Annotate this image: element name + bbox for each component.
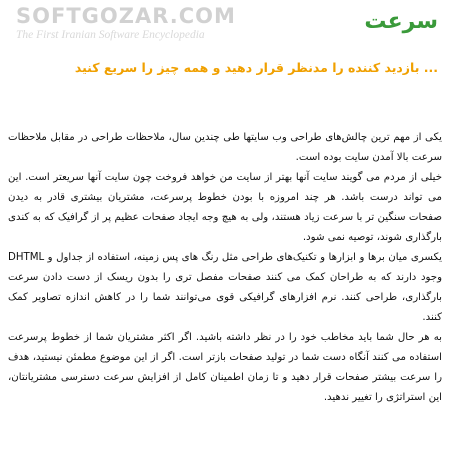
watermark-logo: SOFTGOZAR.COM <box>16 4 236 28</box>
paragraph-4: به هر حال شما باید مخاطب خود را در نظر داشته باشید. اگر اکثر مشتریان شما از خطوط پرسرعت استفاده می کنند آنگاه دست شما در تولید صفحات بازتر است. اگر از این موضوع مطمئن نیستید، هدف را سرعت بیشتر صفحات قرار دهید و تا زمان اطمینان کامل از افزایش سرعت دسترسی مشتریانتان، این استراتژی را تغییر ندهید. <box>8 332 442 403</box>
watermark-tagline: The First Iranian Software Encyclopedia <box>16 29 205 41</box>
page-subtitle: ... بازدید کننده را مدنظر قرار دهید و همه چیز را سریع کنید <box>74 60 438 75</box>
softgozar-watermark <box>16 4 246 48</box>
paragraph-1: یکی از مهم ترین چالش‌های طراحی وب سایتها طی چندین سال، ملاحظات طراحی در مقابل ملاحظات سرعت بالا آمدن سایت بوده است. <box>8 132 442 163</box>
paragraph-2: خیلی از مردم می گویند سایت آنها بهتر از سایت من خواهد فروخت چون سایت آنها سریعتر است. این می تواند درست باشد. هر چند امروزه با بودن خطوط پرسرعت، مشتریان بیشتری قادر به دیدن صفحات سنگین تر با سرعت زیاد هستند، ولی به هیچ وجه ایجاد صفحات عظیم پر از گرافیک که به کندی بارگذاری شوند، توصیه نمی شود. <box>8 172 442 243</box>
article-body <box>8 128 442 408</box>
paragraph-3: یکسری میان برها و ابزارها و تکنیک‌های طراحی مثل رنگ های پس زمینه، استفاده از جداول و DHTML وجود دارند که به طراحان کمک می کنند صفحات مفصل تری را بدون ریسک از دست دادن سرعت بارگذاری، طراحی کنند. نرم افزارهای گرافیکی قوی می‌توانند شما را در کاهش اندازه تصاویر کمک کنند. <box>8 252 442 323</box>
page-title: سرعت <box>364 9 438 34</box>
